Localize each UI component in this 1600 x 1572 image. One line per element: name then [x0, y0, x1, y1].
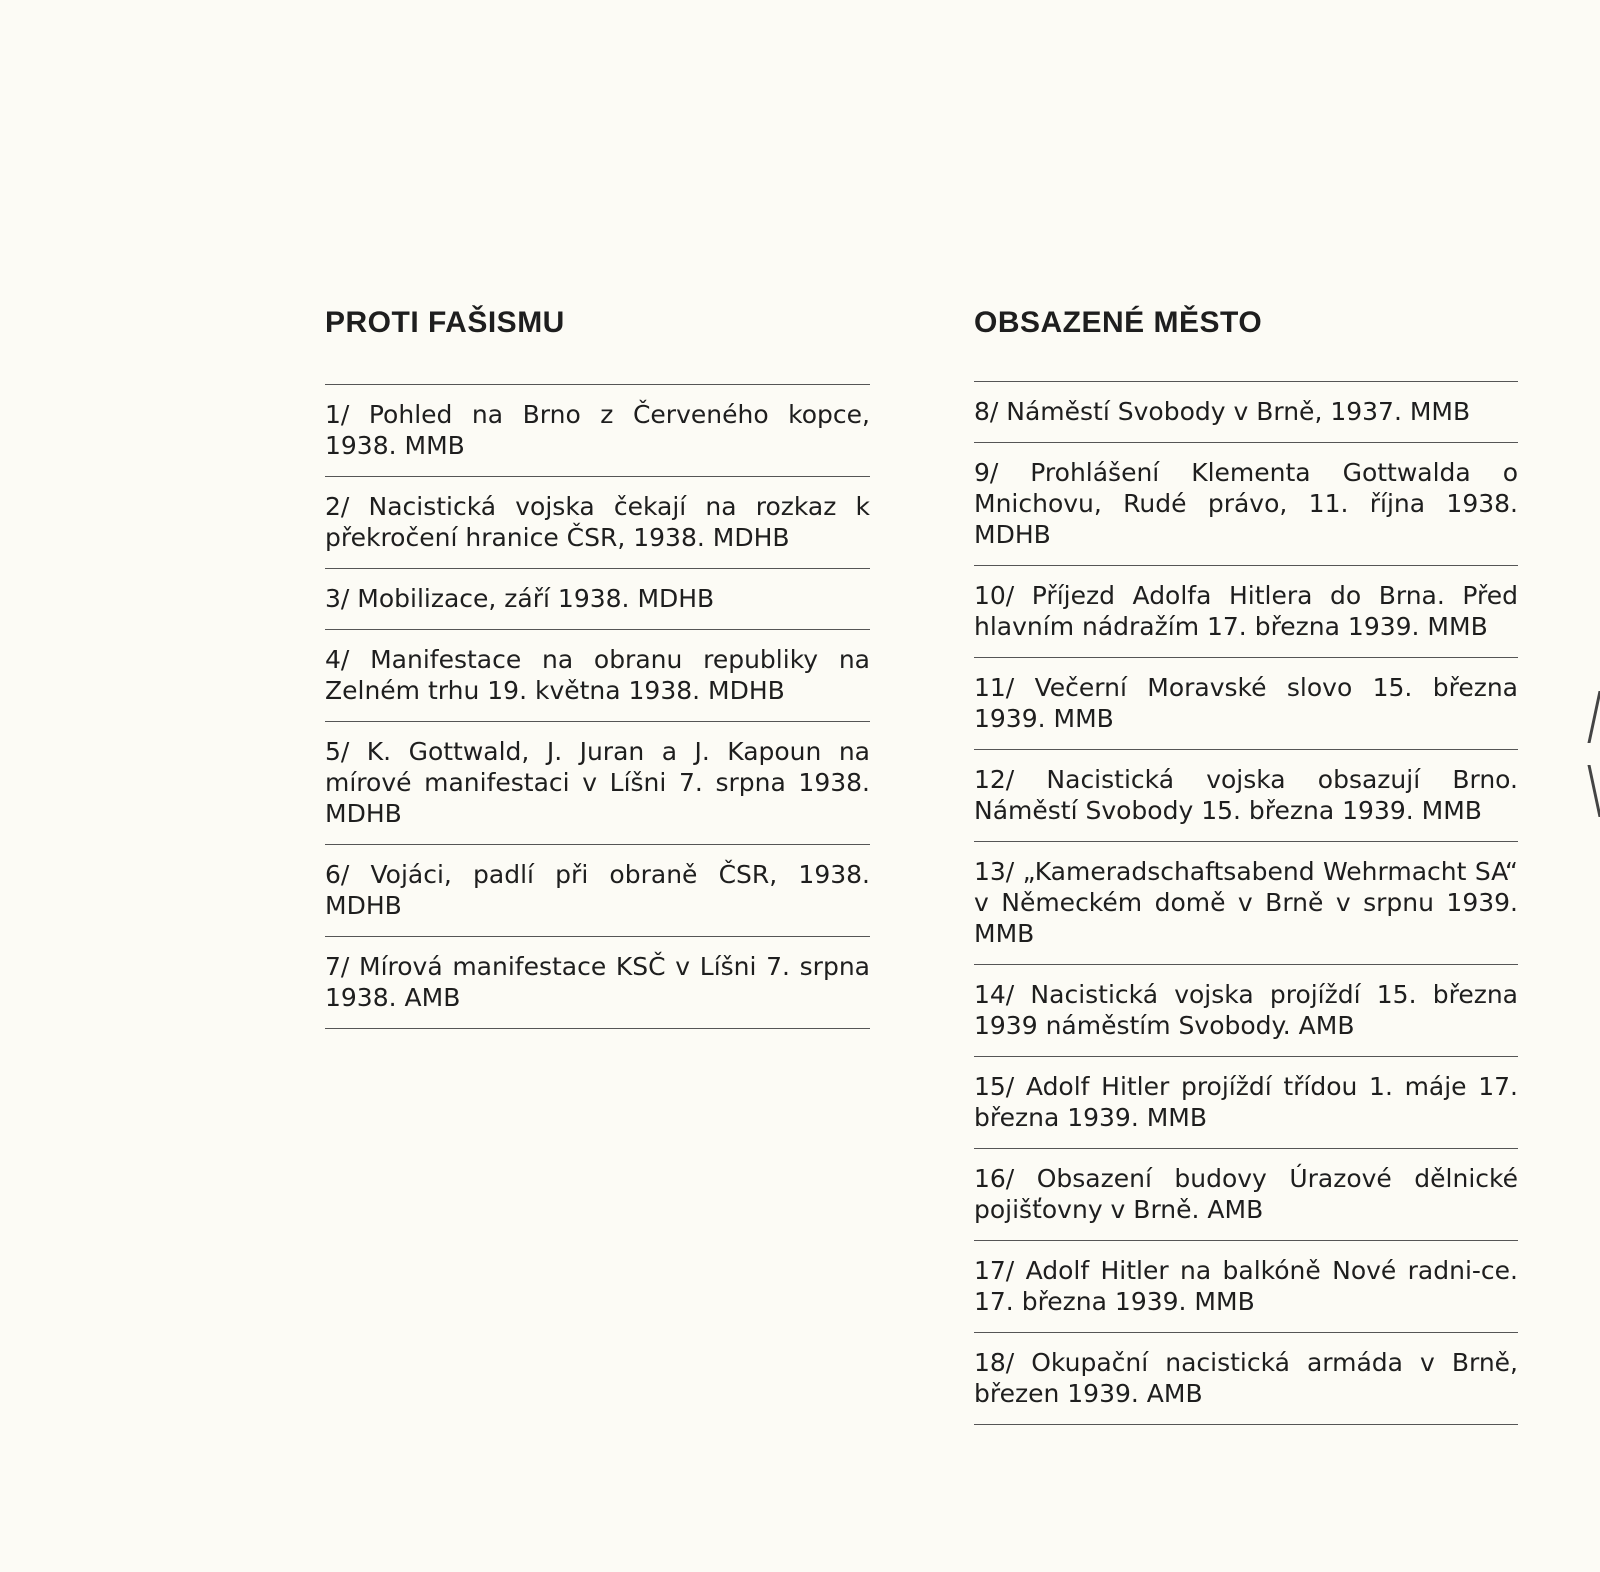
section-title-proti-fasismu: PROTI FAŠISMU [325, 306, 565, 339]
caption-item-7: 7/ Mírová manifestace KSČ v Líšni 7. srpna 1938. AMB [325, 937, 870, 1029]
caption-item-2: 2/ Nacistická vojska čekají na rozkaz k překročení hranice ČSR, 1938. MDHB [325, 477, 870, 569]
page-edge-mark-top [1587, 691, 1600, 743]
left-column [325, 303, 870, 1029]
caption-item-10: 10/ Příjezd Adolfa Hitlera do Brna. Před hlavním nádražím 17. března 1939. MMB [974, 566, 1518, 658]
caption-item-1: 1/ Pohled na Brno z Červeného kopce, 1938. MMB [325, 385, 870, 477]
caption-item-6: 6/ Vojáci, padlí při obraně ČSR, 1938. MDHB [325, 845, 870, 937]
page-edge-mark-bottom [1587, 765, 1600, 817]
caption-item-4: 4/ Manifestace na obranu republiky na Zelném trhu 19. května 1938. MDHB [325, 630, 870, 722]
caption-item-5: 5/ K. Gottwald, J. Juran a J. Kapoun na mírové manifestaci v Líšni 7. srpna 1938. MDHB [325, 722, 870, 845]
caption-item-9: 9/ Prohlášení Klementa Gottwalda o Mnichovu, Rudé právo, 11. října 1938. MDHB [974, 443, 1518, 566]
caption-item-17: 17/ Adolf Hitler na balkóně Nové radni-ce. 17. března 1939. MMB [974, 1241, 1518, 1333]
caption-item-14: 14/ Nacistická vojska projíždí 15. března 1939 náměstím Svobody. AMB [974, 965, 1518, 1057]
right-column [974, 303, 1518, 1425]
section-title-obsazene-mesto: OBSAZENÉ MĚSTO [974, 306, 1263, 339]
caption-list-left [325, 384, 870, 1029]
caption-item-12: 12/ Nacistická vojska obsazují Brno. Náměstí Svobody 15. března 1939. MMB [974, 750, 1518, 842]
caption-item-16: 16/ Obsazení budovy Úrazové dělnické pojišťovny v Brně. AMB [974, 1149, 1518, 1241]
caption-item-18: 18/ Okupační nacistická armáda v Brně, březen 1939. AMB [974, 1333, 1518, 1425]
caption-list-right [974, 381, 1518, 1425]
caption-item-13: 13/ „Kameradschaftsabend Wehrmacht SA“ v Německém domě v Brně v srpnu 1939. MMB [974, 842, 1518, 965]
caption-item-8: 8/ Náměstí Svobody v Brně, 1937. MMB [974, 382, 1518, 443]
caption-item-3: 3/ Mobilizace, září 1938. MDHB [325, 569, 870, 630]
caption-item-11: 11/ Večerní Moravské slovo 15. března 1939. MMB [974, 658, 1518, 750]
caption-item-15: 15/ Adolf Hitler projíždí třídou 1. máje 17. března 1939. MMB [974, 1057, 1518, 1149]
